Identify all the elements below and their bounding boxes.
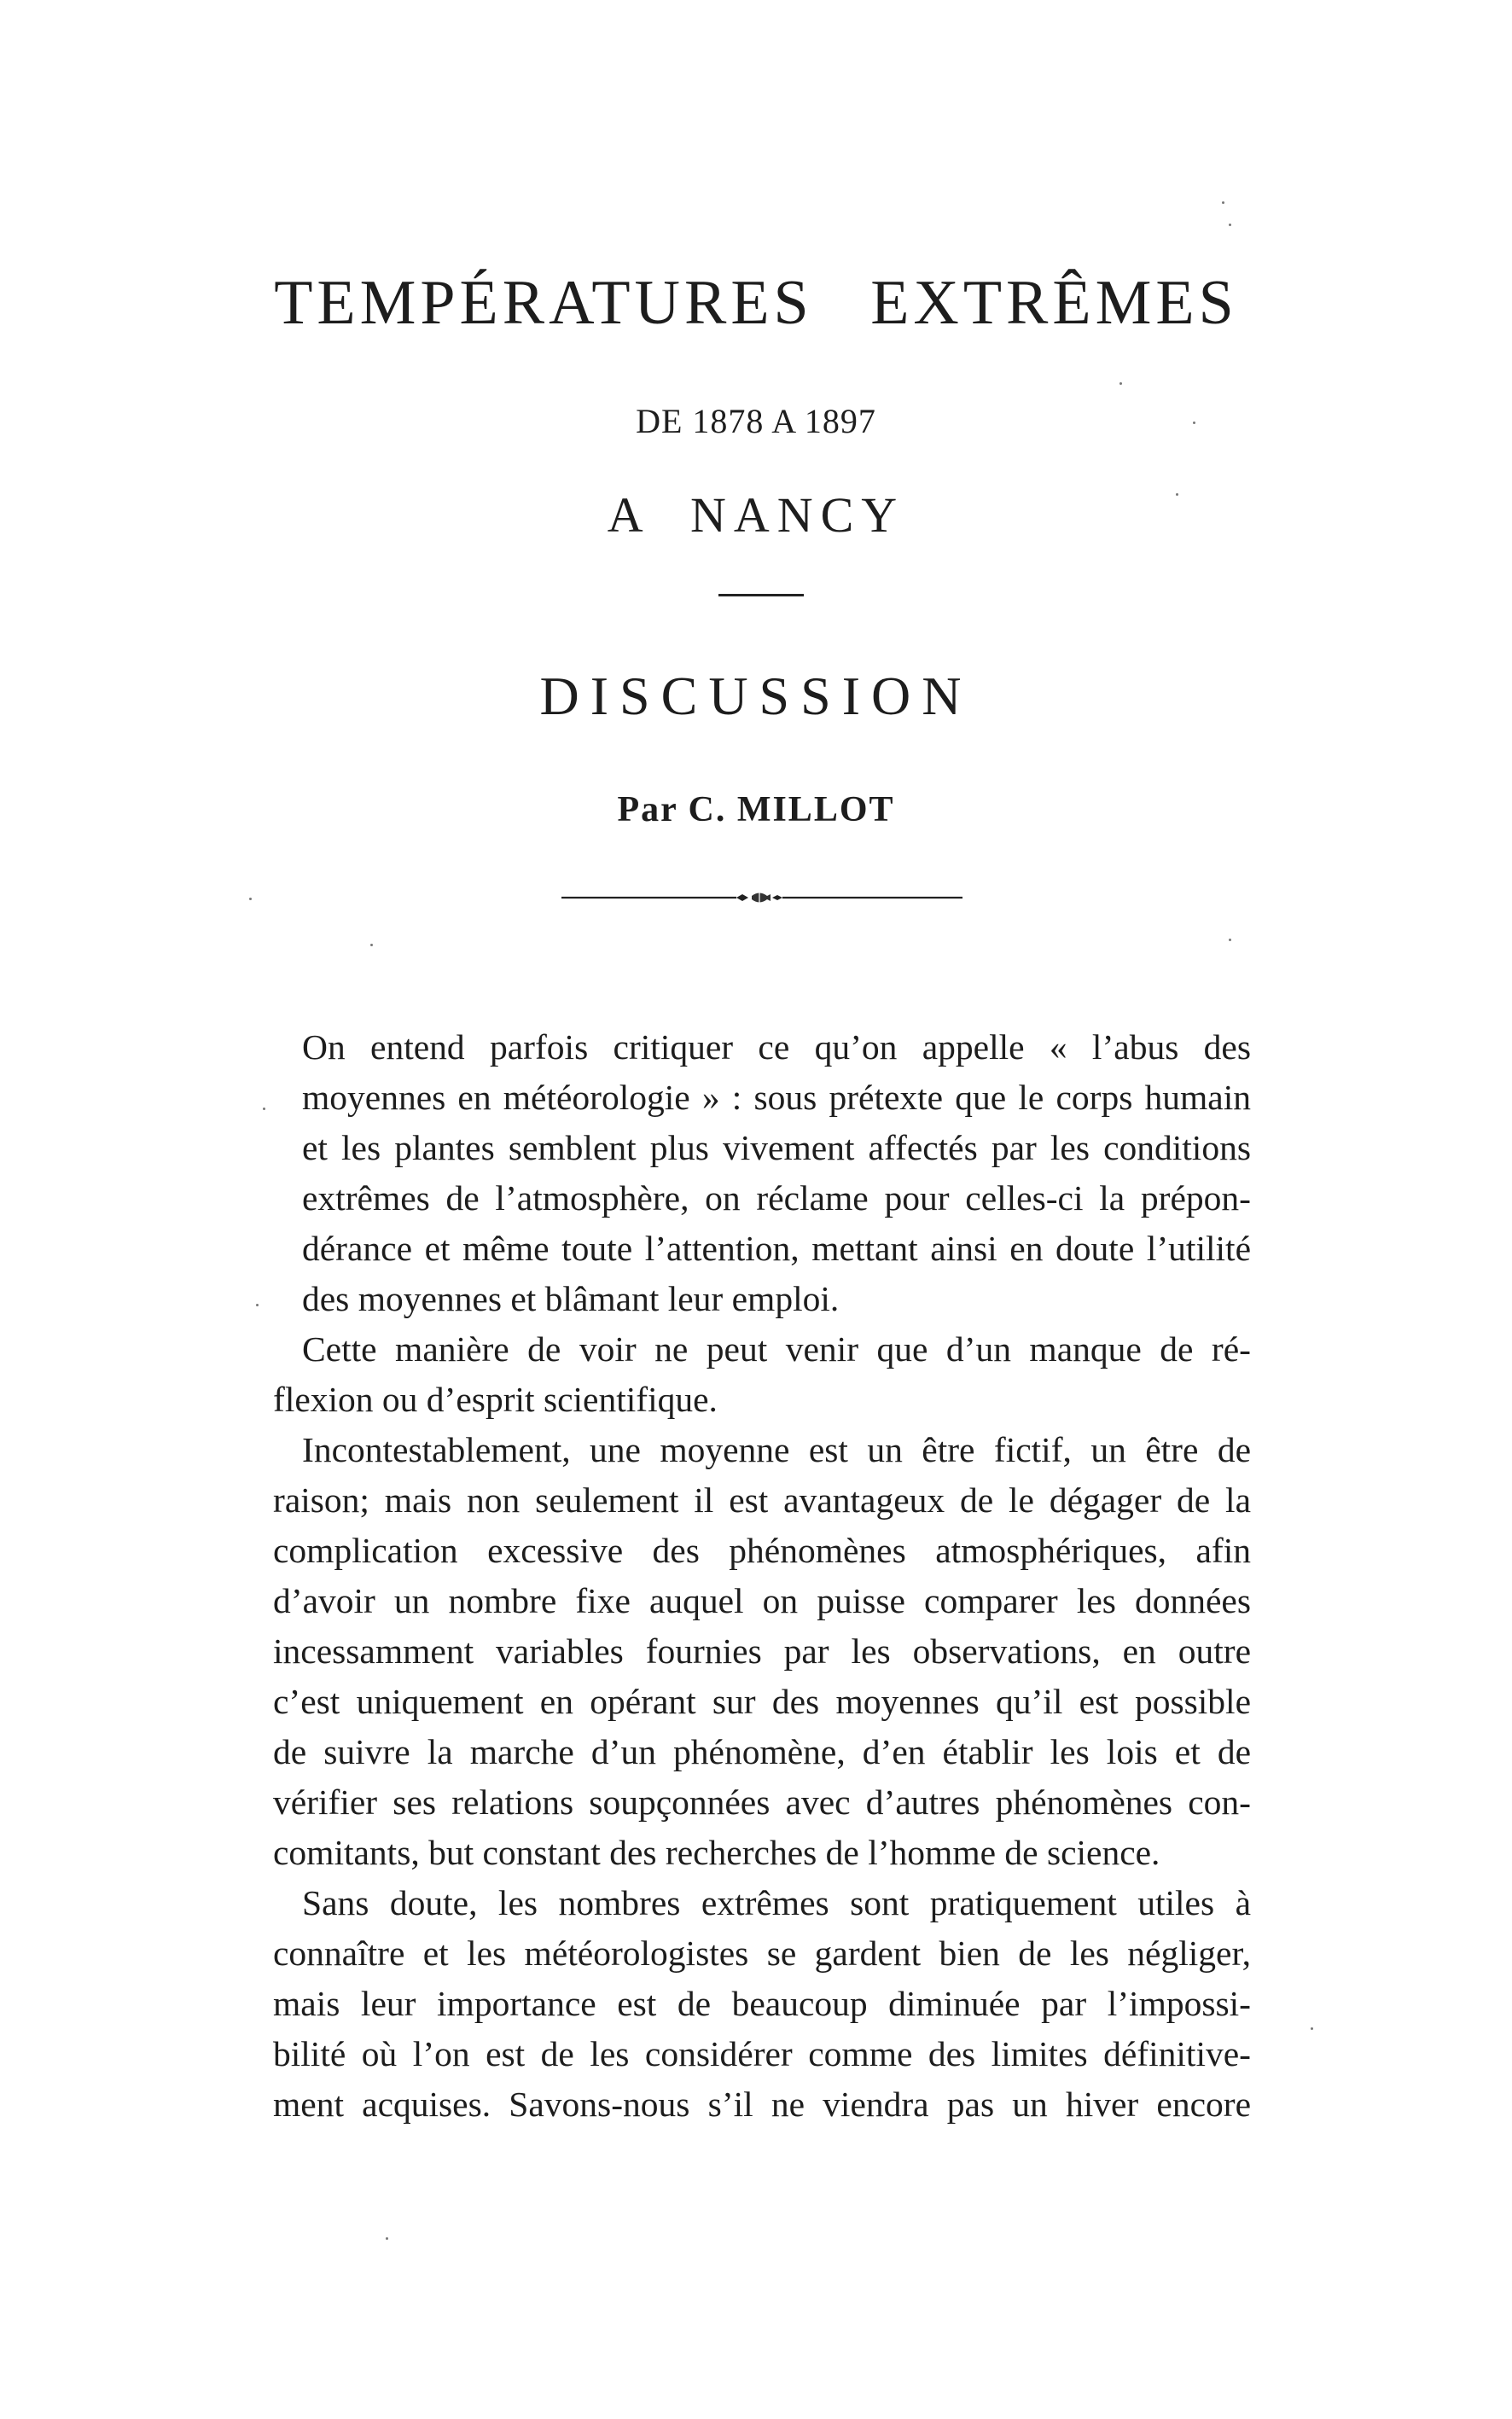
paragraph	[273, 1425, 1251, 1878]
print-speck	[386, 2237, 388, 2240]
print-speck	[1311, 2027, 1313, 2030]
print-speck	[1229, 224, 1231, 226]
text-line: vérifier ses relations soupçonnées avec d’autres phénomènes con-	[273, 1782, 1251, 1822]
paragraph	[273, 1022, 1251, 1324]
text-line: dérance et même toute l’attention, mettant ainsi en doute l’utilité	[302, 1229, 1251, 1268]
paragraph	[273, 1878, 1251, 2130]
text-line: comitants, but constant des recherches de l’homme de science.	[273, 1833, 1160, 1872]
text-line: On entend parfois critiquer ce qu’on appelle « l’abus des	[302, 1027, 1251, 1067]
text-line: d’avoir un nombre fixe auquel on puisse comparer les données	[273, 1581, 1251, 1620]
text-line: et les plantes semblent plus vivement affectés par les conditions	[302, 1128, 1251, 1167]
text-line: moyennes en météorologie » : sous prétexte que le corps humain	[302, 1078, 1251, 1117]
print-speck	[1229, 939, 1231, 941]
print-speck	[1119, 382, 1122, 385]
ornament-rule-icon	[561, 887, 962, 908]
text-line: Sans doute, les nombres extrêmes sont pratiquement utiles à	[302, 1883, 1251, 1922]
print-speck	[1193, 422, 1195, 424]
print-speck	[370, 944, 373, 946]
text-line: mais leur importance est de beaucoup diminuée par l’impossi-	[273, 1984, 1251, 2023]
print-speck	[1222, 201, 1224, 204]
print-speck	[263, 1108, 265, 1110]
text-line: des moyennes et blâmant leur emploi.	[302, 1279, 840, 1318]
article-date-range: DE 1878 A 1897	[636, 402, 876, 440]
text-line: flexion ou d’esprit scientifique.	[273, 1380, 718, 1419]
paragraph	[273, 1324, 1251, 1425]
author-byline: Par C. MILLOT	[617, 790, 895, 829]
title-divider	[718, 594, 804, 596]
article-body	[273, 1022, 1251, 2130]
print-speck	[256, 1304, 259, 1306]
text-line: Incontestablement, une moyenne est un être fictif, un être de	[302, 1430, 1251, 1469]
text-line: Cette manière de voir ne peut venir que d’un manque de ré-	[302, 1329, 1251, 1369]
text-line: c’est uniquement en opérant sur des moyennes qu’il est possible	[273, 1682, 1251, 1721]
text-line: bilité où l’on est de les considérer comme des limites définitive-	[273, 2034, 1251, 2073]
text-line: extrêmes de l’atmosphère, on réclame pour celles-ci la prépon-	[302, 1178, 1251, 1218]
text-line: connaître et les météorologistes se gardent bien de les négliger,	[273, 1933, 1251, 1973]
text-line: complication excessive des phénomènes atmosphériques, afin	[273, 1531, 1251, 1570]
article-place: A NANCY	[607, 487, 905, 543]
print-speck	[1176, 493, 1178, 496]
text-line: de suivre la marche d’un phénomène, d’en établir les lois et de	[273, 1732, 1251, 1771]
text-line: incessamment variables fournies par les observations, en outre	[273, 1631, 1251, 1671]
section-heading: DISCUSSION	[539, 666, 973, 726]
text-line: ment acquises. Savons-nous s’il ne viendra pas un hiver encore	[273, 2085, 1251, 2124]
text-line: raison; mais non seulement il est avantageux de le dégager de la	[273, 1480, 1251, 1520]
article-title: TEMPÉRATURES EXTRÊMES	[274, 268, 1238, 338]
print-speck	[249, 898, 252, 900]
